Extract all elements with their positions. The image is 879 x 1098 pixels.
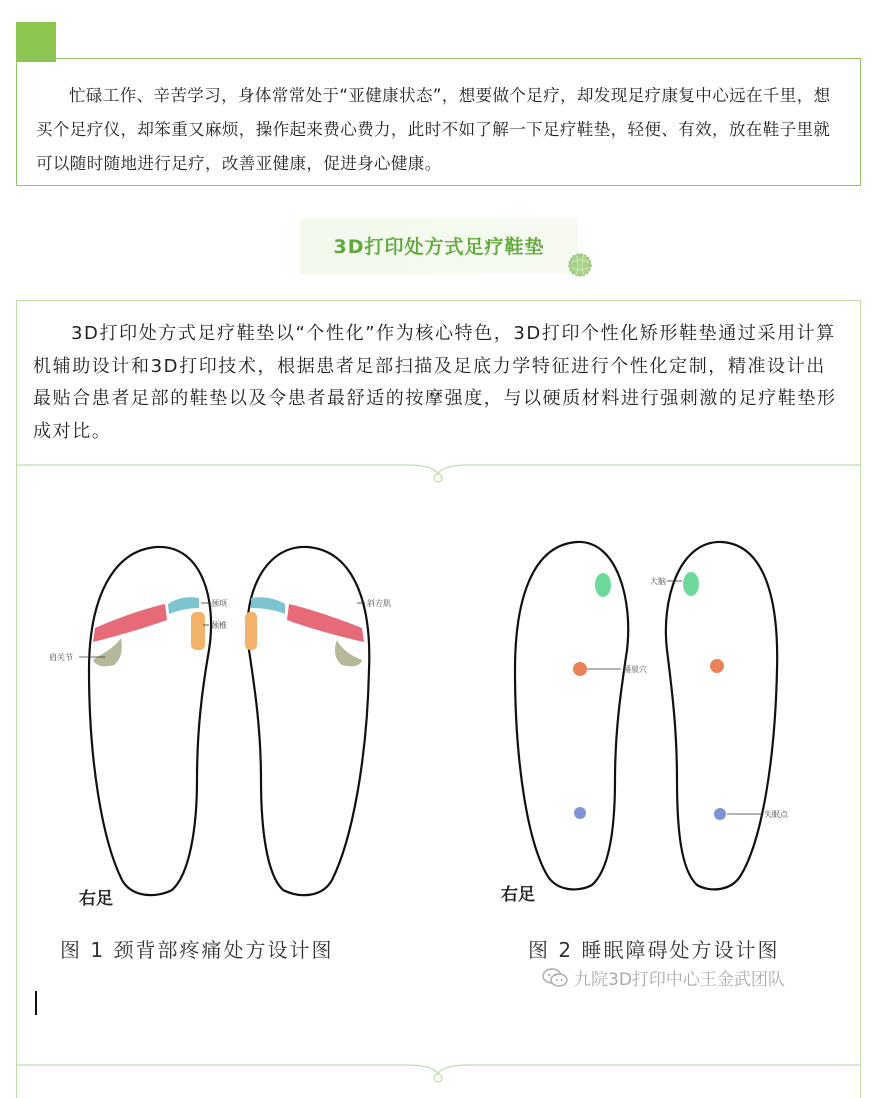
figure1-left-insole [49, 547, 228, 895]
watermark [542, 965, 785, 990]
fig1-left-olive-zone [93, 638, 122, 666]
insole-figures [17, 500, 861, 910]
fig1-left-orange-zone [191, 612, 205, 650]
ornament-divider [16, 460, 861, 486]
fig1-label-cervical: 颈椎 [211, 621, 227, 630]
figure2-caption: 图 2 睡眠障碍处方设计图 [528, 938, 780, 962]
fig2-label-yongquan: 涌泉穴 [623, 665, 647, 674]
ornament-divider-bottom [16, 1060, 861, 1086]
fig1-label-neck-top: 颈项 [211, 599, 227, 608]
intro-paragraph: 忙碌工作、辛苦学习，身体常常处于“亚健康状态”，想要做个足疗，却发现足疗康复中心远在千里，想买个足疗仪，却笨重又麻烦，操作起来费心费力，此时不如了解一下足疗鞋垫，轻便、有效，放在鞋子里就可以随时随地进行足疗，改善亚健康，促进身心健康。 [36, 86, 831, 173]
fig1-label-trapezius: 斜方肌 [367, 599, 391, 608]
text-cursor [35, 991, 37, 1015]
fig1-left-blue-zone [168, 597, 199, 614]
section-body-paragraph: 3D打印处方式足疗鞋垫以“个性化”作为核心特色，3D打印个性化矫形鞋垫通过采用计算机辅助设计和3D打印技术，根据患者足部扫描及足底力学特征进行个性化定制，精准设计出最贴合患者足部的鞋垫以及令患者最舒适的按摩强度，与以硬质材料进行强刺激的足疗鞋垫形成对比。 [33, 323, 837, 442]
fig1-left-red-zone [93, 604, 167, 642]
fig2-label-shimian: 失眠点 [764, 810, 788, 819]
green-accent-square [16, 22, 56, 62]
fig2-label-brain: 大脑 [650, 577, 666, 586]
watermark-text: 九院3D打印中心王金武团队 [574, 970, 785, 990]
figure1-right-insole [245, 547, 391, 895]
figure1-foot-label: 右足 [79, 889, 113, 909]
wechat-icon [542, 968, 568, 988]
section-title: 3D打印处方式足疗鞋垫 [333, 236, 545, 258]
figure1-caption: 图 1 颈背部疼痛处方设计图 [60, 938, 334, 962]
figure2-left-insole [515, 542, 647, 889]
yarn-ball-icon [566, 251, 594, 279]
figure2-foot-label: 右足 [501, 885, 535, 905]
fig1-label-shoulder: 肩关节 [49, 653, 73, 662]
figure2-right-insole [650, 542, 789, 889]
